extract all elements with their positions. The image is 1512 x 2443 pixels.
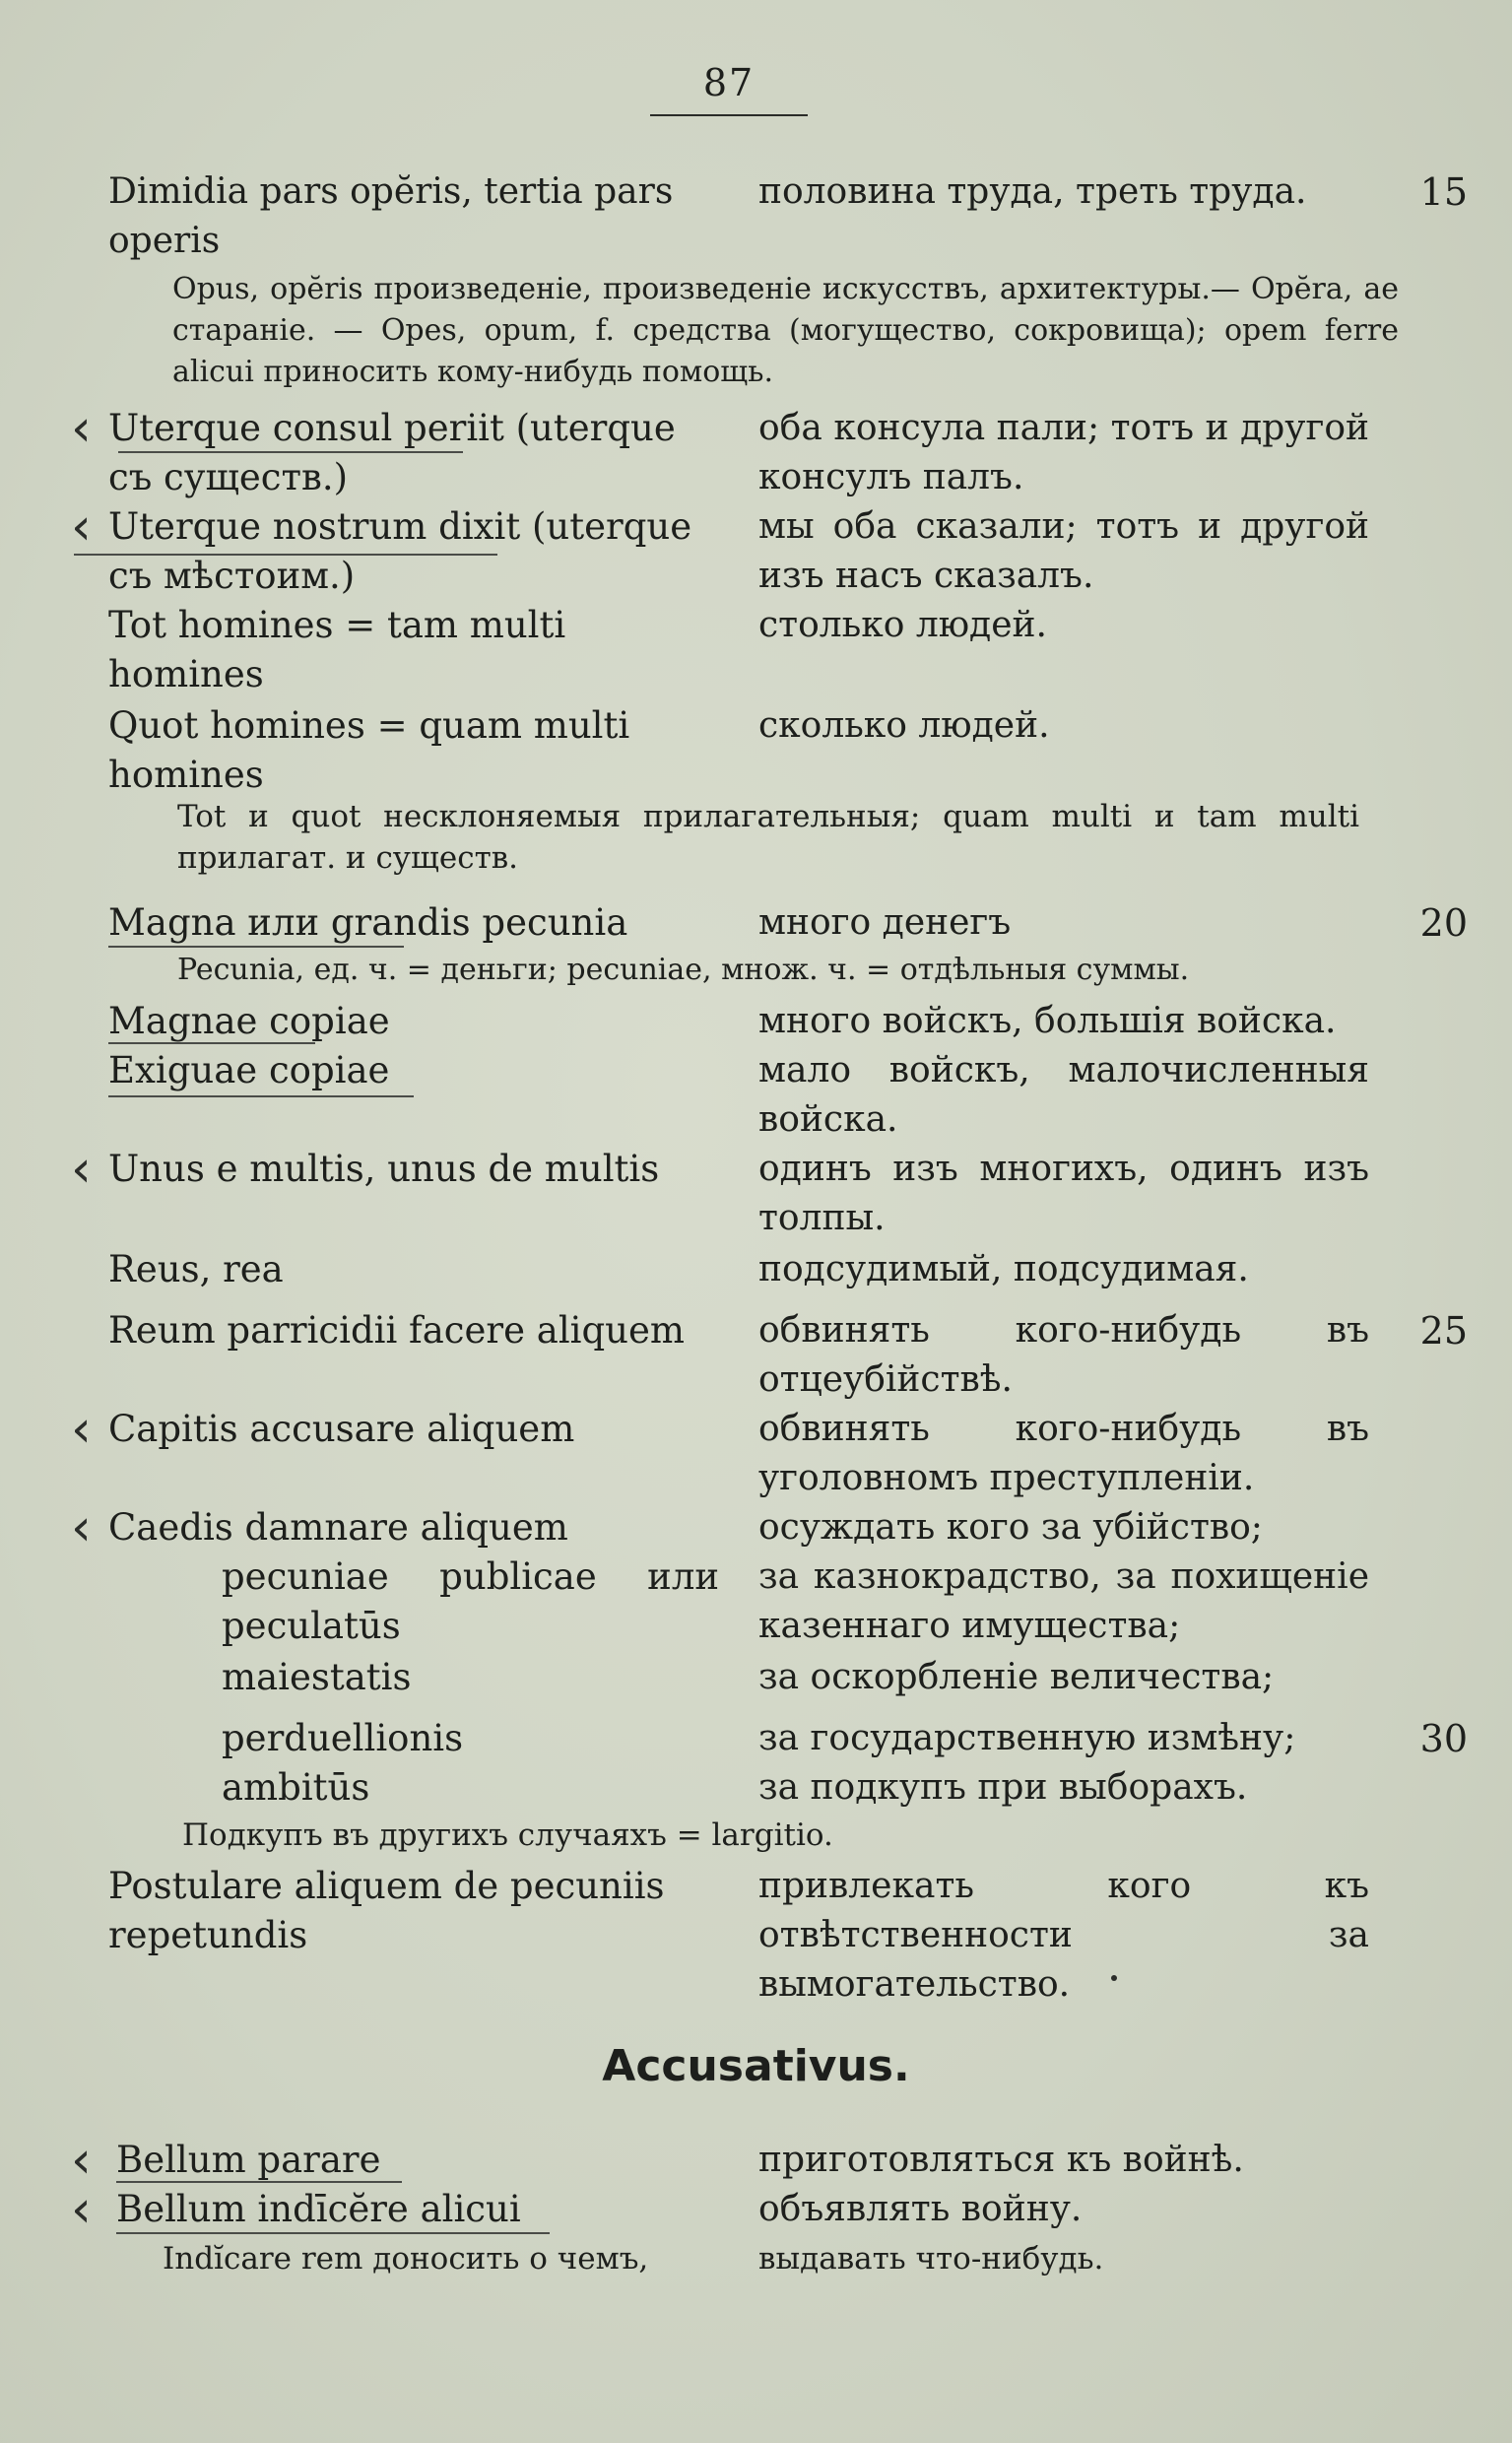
latin-text: pecuniae publicae или peculatūs bbox=[222, 1555, 719, 1647]
russian-text: выдавать что-нибудь. bbox=[758, 2241, 1104, 2277]
latin-text: Caedis damnare aliquem bbox=[108, 1506, 568, 1549]
line-number: 25 bbox=[1419, 1309, 1468, 1353]
latin-text: ambitūs bbox=[222, 1766, 370, 1809]
line-number: 20 bbox=[1419, 901, 1468, 945]
latin-text: Bellum indīcĕre alicui bbox=[116, 2188, 521, 2230]
russian-text: много денегъ bbox=[758, 902, 1012, 943]
line-number: 30 bbox=[1419, 1717, 1468, 1760]
pencil-bracket-mark: ‹ bbox=[71, 497, 92, 557]
line-number: 15 bbox=[1419, 170, 1468, 214]
ink-speck bbox=[1111, 1975, 1117, 1981]
russian-text: одинъ изъ многихъ, одинъ изъ толпы. bbox=[758, 1149, 1369, 1238]
pencil-bracket-mark: ‹ bbox=[71, 1140, 92, 1199]
russian-text: мало войскъ, малочисленныя войска. bbox=[758, 1050, 1369, 1140]
pencil-underline bbox=[118, 451, 463, 453]
note-tot-quot: Tot и quot несклоняемыя прилагательныя; quam multi и tam multi прилагат. и существ. bbox=[177, 799, 1359, 876]
russian-text: оба консула пали; тотъ и другой консулъ палъ. bbox=[758, 408, 1369, 497]
section-heading: Accusativus. bbox=[602, 2041, 910, 2091]
latin-text: perduellionis bbox=[222, 1717, 464, 1759]
latin-text: Reum parricidii facere aliquem bbox=[108, 1309, 685, 1352]
latin-text: Dimidia pars opĕris, tertia pars operis bbox=[108, 171, 674, 261]
russian-text: за казнокрадство, за похищеніе казеннаго имущества; bbox=[758, 1556, 1369, 1646]
pencil-underline bbox=[108, 1095, 414, 1097]
russian-text: за подкупъ при выборахъ. bbox=[758, 1767, 1248, 1808]
latin-text: Capitis accusare aliquem bbox=[108, 1408, 575, 1450]
pencil-bracket-mark: ‹ bbox=[71, 399, 92, 458]
latin-text: Unus e multis, unus de multis bbox=[108, 1148, 660, 1190]
latin-text: Magna или grandis pecunia bbox=[108, 901, 628, 944]
latin-text: maiestatis bbox=[222, 1656, 412, 1698]
pencil-bracket-mark: ‹ bbox=[71, 2180, 92, 2239]
pencil-underline bbox=[116, 2181, 402, 2183]
russian-text: сколько людей. bbox=[758, 705, 1050, 746]
pencil-underline bbox=[108, 946, 404, 948]
latin-text: Bellum parare bbox=[116, 2139, 381, 2181]
latin-text: Tot homines = tam multi homines bbox=[108, 604, 566, 695]
latin-text: Quot homines = quam multi homines bbox=[108, 704, 630, 796]
russian-text: обвинять кого-нибудь въ отцеубійствѣ. bbox=[758, 1310, 1369, 1400]
pencil-underline bbox=[74, 554, 497, 556]
latin-text: Exiguae copiae bbox=[108, 1049, 390, 1091]
pencil-bracket-mark: ‹ bbox=[71, 1400, 92, 1459]
russian-text: приготовляться къ войнѣ. bbox=[758, 2140, 1244, 2180]
pencil-bracket-mark: ‹ bbox=[71, 1498, 92, 1557]
note-podkup: Подкупъ въ другихъ случаяхъ = largitio. bbox=[182, 1817, 833, 1853]
russian-text: много войскъ, большія войска. bbox=[758, 1001, 1337, 1041]
pencil-underline bbox=[108, 1042, 315, 1044]
latin-text: Uterque consul periit (uterque съ существ.) bbox=[108, 407, 676, 498]
russian-text: подсудимый, подсудимая. bbox=[758, 1249, 1249, 1289]
page-number: 87 bbox=[702, 61, 756, 104]
page-number-rule bbox=[650, 114, 808, 116]
russian-text: объявлять войну. bbox=[758, 2189, 1083, 2229]
note-pecunia: Pecunia, ед. ч. = деньги; pecuniae, множ. ч. = отдѣльныя суммы. bbox=[177, 953, 1190, 987]
latin-text: Postulare aliquem de pecuniis repetundis bbox=[108, 1865, 665, 1956]
latin-text: Reus, rea bbox=[108, 1248, 284, 1290]
russian-text: половина труда, треть труда. bbox=[758, 171, 1307, 212]
russian-text: мы оба сказали; тотъ и другой изъ насъ сказалъ. bbox=[758, 506, 1369, 596]
russian-text: осуждать кого за убійство; bbox=[758, 1507, 1263, 1548]
russian-text: за государственную измѣну; bbox=[758, 1718, 1296, 1758]
latin-text: Magnae copiae bbox=[108, 1000, 390, 1042]
russian-text: за оскорбленіе величества; bbox=[758, 1657, 1275, 1697]
russian-text: привлекать кого къ отвѣтственности за вымогательство. bbox=[758, 1866, 1369, 2005]
latin-text: Indĭcare rem доносить о чемъ, bbox=[163, 2241, 649, 2277]
latin-text: Uterque nostrum dixit (uterque съ мѣстоим.) bbox=[108, 505, 692, 597]
note-opus: Opus, opĕris произведеніе, произведеніе искусствъ, архитектуры.— Opĕra, ae стараніе. — Opes, opum, f. средства (могущество, сокровища); opem ferre alicui приносить кому-нибудь помощь. bbox=[172, 272, 1399, 389]
pencil-bracket-mark: ‹ bbox=[71, 2131, 92, 2190]
russian-text: столько людей. bbox=[758, 605, 1047, 645]
russian-text: обвинять кого-нибудь въ уголовномъ преступленіи. bbox=[758, 1409, 1369, 1498]
